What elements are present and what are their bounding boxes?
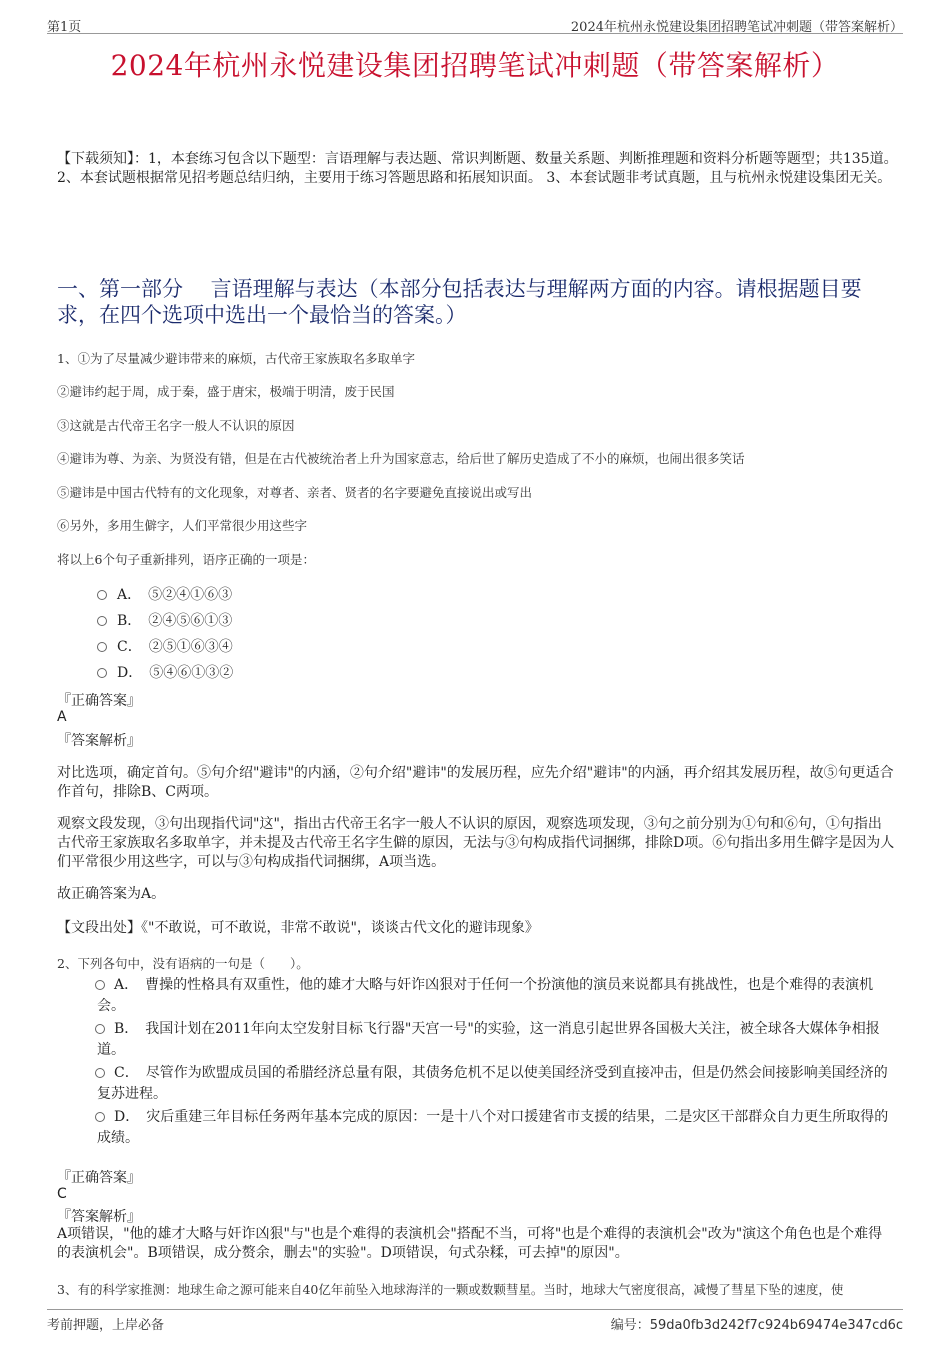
q1-source: 【文段出处】《"不敢说，可不敢说，非常不敢说"，谈谈古代文化的避讳现象》 [57,920,539,936]
download-notice: 【下载须知】：1，本套练习包含以下题型：言语理解与表达题、常识判断题、数量关系题、判断推理题和资料分析题等题型；共135道。 2、本套试题根据常见招考题总结归纳，主要用于练习答题思路和拓展知识面。 3、本套试题非考试真题，且与杭州永悦建设集团无关。 [57,151,898,186]
q2-correct-label: 『正确答案』 [57,1170,141,1186]
q1-line-2: ②避讳约起于周，成于秦，盛于唐宋，极端于明清，废于民国 [57,384,395,399]
page-title: 2024年杭州永悦建设集团招聘笔试冲刺题（带答案解析） [110,49,840,82]
radio-icon[interactable] [97,642,107,652]
q2-option-a[interactable] [97,975,892,1017]
option-text: C． 尽管作为欧盟成员国的希腊经济总量有限，其债务危机不足以使美国经济受到直接冲击，但是仍然会间接影响美国经济的复苏进程。 [97,1065,888,1102]
option-text: B． 我国计划在2011年向太空发射目标飞行器"天宫一号"的实验，这一消息引起世界各国极大关注，被全球各大媒体争相报道。 [97,1021,880,1058]
footer-divider [47,1309,903,1310]
radio-icon[interactable] [95,1068,105,1078]
radio-icon[interactable] [97,616,107,626]
q1-option-d[interactable] [97,662,233,682]
radio-icon[interactable] [95,1112,105,1122]
q1-analysis-label: 『答案解析』 [57,733,141,749]
q1-analysis-para-2: 观察文段发现，③句出现指代词"这"，指出古代帝王名字一般人不认识的原因，观察选项发现，③句之前分别为①句和⑥句，①句指出古代帝王家族取名多取单字，并未提及古代帝王名字生僻的原因，无法与③句构成指代词捆绑，排除D项。⑥句指出多用生僻字是因为人们平常很少用这些字，可以与③句构成指代词捆绑，A项当选。 [57,816,895,870]
q1-correct-answer: A [57,709,67,725]
q1-line-1: 1、①为了尽量减少避讳带来的麻烦，古代帝王家族取名多取单字 [57,351,415,366]
q1-analysis-para-3: 故正确答案为A。 [57,886,166,902]
option-text: D． ⑤④⑥①③② [117,665,234,681]
header-page-number: 第1页 [47,20,82,35]
option-text: C． ②⑤①⑥③④ [117,639,233,655]
q2-option-d[interactable] [97,1107,892,1149]
q1-correct-label: 『正确答案』 [57,693,141,709]
radio-icon[interactable] [95,980,105,990]
q1-prompt: 将以上6个句子重新排列，语序正确的一项是： [57,552,315,567]
section-heading: 一、第一部分 言语理解与表达（本部分包括表达与理解两方面的内容。请根据题目要求，在四个选项中选出一个最恰当的答案。） [57,277,862,327]
option-text: D． 灾后重建三年目标任务两年基本完成的原因：一是十八个对口援建省市支援的结果，二是灾区干部群众自力更生所取得的成绩。 [97,1109,889,1146]
option-text: A． 曹操的性格具有双重性，他的雄才大略与奸诈凶狠对于任何一个扮演他的演员来说都具有挑战性，也是个难得的表演机会。 [97,977,874,1014]
q1-option-a[interactable] [97,584,232,604]
radio-icon[interactable] [95,1024,105,1034]
q2-option-b[interactable] [97,1019,892,1061]
radio-icon[interactable] [97,590,107,600]
q1-analysis-para-1: 对比选项，确定首句。⑤句介绍"避讳"的内涵，②句介绍"避讳"的发展历程，应先介绍"避讳"的内涵，再介绍其发展历程，故⑤句更适合作首句，排除B、C两项。 [57,765,894,800]
q1-option-b[interactable] [97,610,232,630]
option-text: B． ②④⑤⑥①③ [117,613,233,629]
q2-option-c[interactable] [97,1063,892,1105]
q2-stem: 2、下列各句中，没有语病的一句是（ ）。 [57,956,309,971]
header-doc-title: 2024年杭州永悦建设集团招聘笔试冲刺题（带答案解析） [570,20,903,35]
q2-correct-answer: C [57,1186,67,1202]
q1-option-c[interactable] [97,636,233,656]
q1-line-5: ⑤避讳是中国古代特有的文化现象，对尊者、亲者、贤者的名字要避免直接说出或写出 [57,485,533,500]
option-text: A． ⑤②④①⑥③ [117,587,233,603]
footer-slogan: 考前押题，上岸必备 [47,1318,165,1333]
q2-analysis: A项错误，"他的雄才大略与奸诈凶狠"与"也是个难得的表演机会"搭配不当，可将"也是个难得的表演机会"改为"演这个角色也是个难得的表演机会"。B项错误，成分赘余，删去"的实验"。D项错误，句式杂糅，可去掉"的原因"。 [57,1226,883,1261]
q1-line-3: ③这就是古代帝王名字一般人不认识的原因 [57,418,295,433]
header-divider [47,33,903,34]
q3-stem: 3、有的科学家推测：地球生命之源可能来自40亿年前坠入地球海洋的一颗或数颗彗星。当时，地球大气密度很高，减慢了彗星下坠的速度，使 [57,1282,844,1297]
q2-analysis-label: 『答案解析』 [57,1209,141,1225]
q1-line-4: ④避讳为尊、为亲、为贤没有错，但是在古代被统治者上升为国家意志，给后世了解历史造成了不小的麻烦，也闹出很多笑话 [57,451,745,466]
q1-line-6: ⑥另外，多用生僻字，人们平常很少用这些字 [57,518,308,533]
footer-serial: 编号：59da0fb3d242f7c924b69474e347cd6c [610,1318,903,1333]
radio-icon[interactable] [97,668,107,678]
